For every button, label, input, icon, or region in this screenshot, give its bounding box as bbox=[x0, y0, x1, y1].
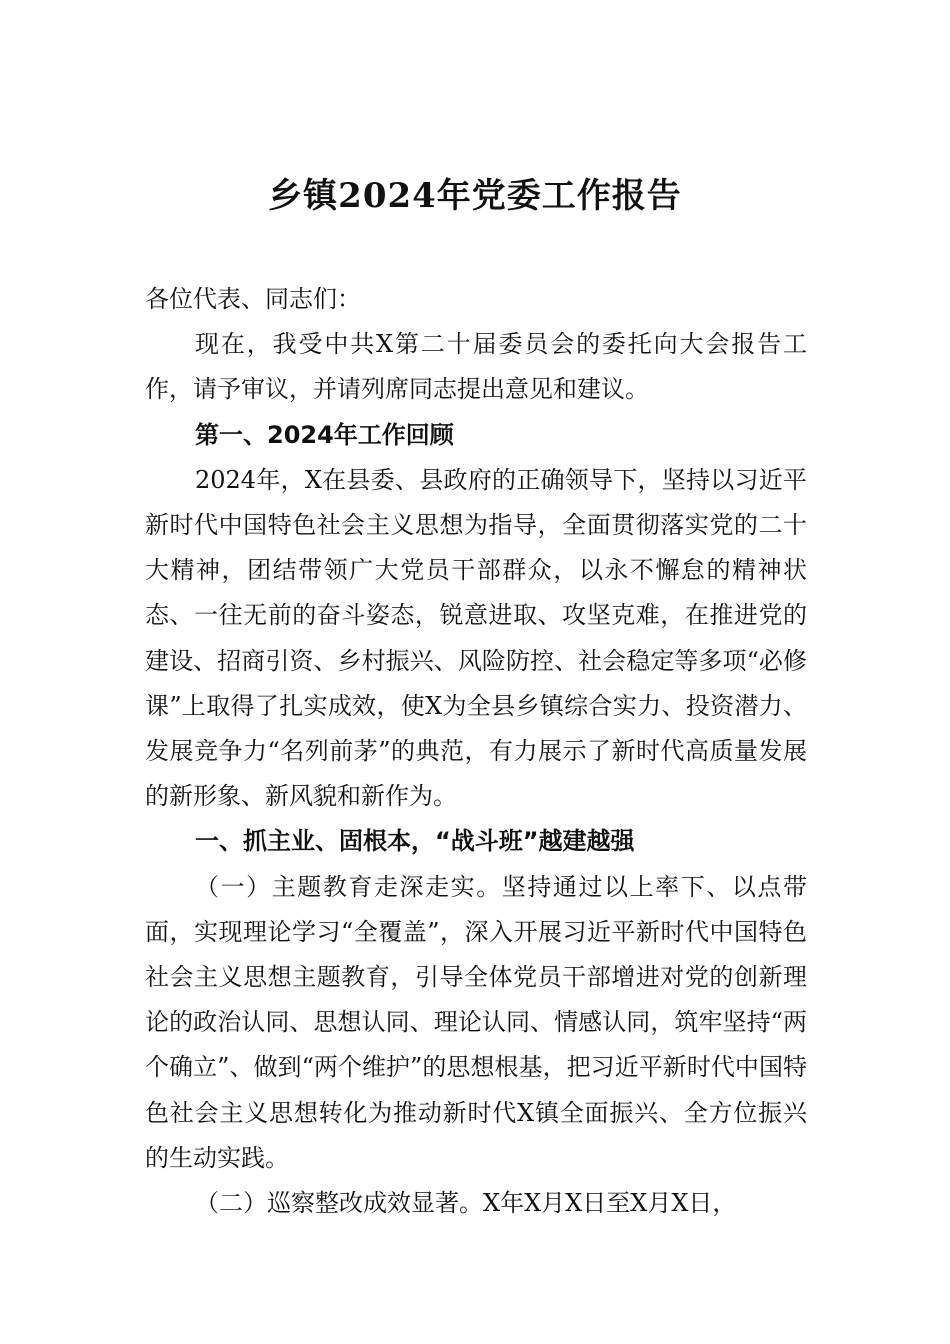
review-paragraph: 2024年，X在县委、县政府的正确领导下，坚持以习近平新时代中国特色社会主义思想为指导，全面贯彻落实党的二十大精神，团结带领广大党员干部群众，以永不懈怠的精神状态、一往无前的奋斗姿态，锐意进取、攻坚克难，在推进党的建设、招商引资、乡村振兴、风险防控、社会稳定等多项“必修课”上取得了扎实成效，使X为全县乡镇综合实力、投资潜力、发展竞争力“名列前茅”的典范，有力展示了新时代高质量发展的新形象、新风貌和新作为。 bbox=[145, 465, 807, 811]
salutation: 各位代表、同志们： bbox=[145, 285, 361, 313]
document-title: 乡镇2024年党委工作报告 bbox=[268, 176, 682, 216]
subsection-heading-party-building: 一、抓主业、固根本，“战斗班”越建越强 bbox=[195, 827, 635, 856]
document-body bbox=[145, 277, 807, 1226]
paragraph-inspection-rectification: （二）巡察整改成效显著。X年X月X日至X月X日， bbox=[195, 1189, 737, 1218]
paragraph-theme-education: （一）主题教育走深走实。坚持通过以上率下、以点带面，实现理论学习“全覆盖”，深入开展习近平新时代中国特色社会主义思想主题教育，引导全体党员干部增进对党的创新理论的政治认同、思想认同、理论认同、情感认同，筑牢坚持“两个确立”、做到“两个维护”的思想根基，把习近平新时代中国特色社会主义思想转化为推动新时代X镇全面振兴、全方位振兴的生动实践。 bbox=[145, 872, 807, 1172]
opening-paragraph: 现在，我受中共X第二十届委员会的委托向大会报告工作，请予审议，并请列席同志提出意见和建议。 bbox=[145, 330, 807, 404]
section-heading-review: 第一、2024年工作回顾 bbox=[195, 420, 454, 449]
